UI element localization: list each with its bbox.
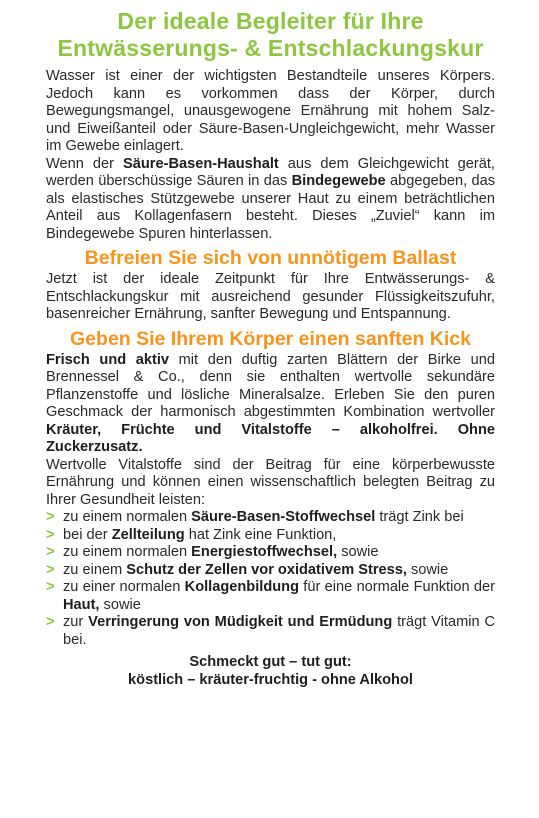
intro-paragraph-2	[46, 156, 495, 244]
intro-text: abgegeben, das als elastisches Stützgewebe unserer Haut zu einem beträchtlichen Anteil aus Kollagenfasern besteht. Dieses „Zuviel“ kann im Bindegewebe Spuren hinterlassen.	[46, 173, 495, 242]
list-item-emphasis: Haut,	[63, 596, 100, 613]
section-kick-paragraph-2: Wertvolle Vitalstoffe sind der Beitrag für eine körperbewusste Ernährung und können einen wissenschaftlich belegten Beitrag zu Ihrer Gesundheit leisten:	[46, 456, 495, 508]
list-item-text: sowie	[99, 596, 141, 613]
intro-emphasis: Bindegewebe	[291, 173, 386, 189]
arrow-bullet-icon: >	[46, 509, 55, 525]
page-title	[46, 8, 495, 62]
list-item-text: trägt Zink bei	[375, 509, 464, 525]
list-item-text: für eine normale Funktion der	[298, 579, 495, 595]
list-item	[46, 614, 495, 649]
list-item-text: hat Zink eine Funktion,	[184, 526, 337, 543]
closing-slogan	[46, 653, 495, 689]
intro-paragraph-1: Wasser ist einer der wichtigsten Bestandteile unseres Körpers. Jedoch kann es vorkommen dass der Körper, durch Bewegungsmangel, unausgewogene Ernährung mit hohem Salz- und Eiweißanteil oder Säure-Basen-Ungleichgewicht, mehr Wasser im Gewebe einlagert.	[46, 68, 495, 154]
section-heading-kick: Geben Sie Ihrem Körper einen sanften Kick	[70, 327, 471, 350]
list-item-text: zu einem normalen	[63, 544, 192, 560]
list-item	[46, 527, 495, 545]
list-item-text: zur	[63, 614, 89, 630]
list-item	[46, 509, 495, 527]
kick-text: mit den duftig zarten Blättern der Birke und Brennessel & Co., denn sie enthalten wertvolle sekundäre Pflanzenstoffe und lösliche Mineralsalze. Erleben Sie den puren Geschmack der harmonisch abgestimmten Kombination wertvoller	[46, 351, 495, 420]
closing-line-1: Schmeckt gut – tut gut:	[189, 654, 352, 670]
list-item-emphasis: Säure-Basen-Stoffwechsel	[191, 509, 376, 525]
section-ballast-text: Jetzt ist der ideale Zeitpunkt für Ihre Entwässerungs- & Entschlackungskur mit ausreichend gesunder Flüssigkeitszufuhr, basenreicher Ernährung, sanfter Bewegung und Entspannung.	[46, 271, 495, 322]
list-item-emphasis: Zellteilung	[111, 526, 185, 543]
list-item-emphasis: Kollagenbildung	[184, 579, 299, 595]
kick-emphasis: Kräuter, Früchte und Vitalstoffe – alkoholfrei. Ohne Zuckerzusatz.	[46, 421, 495, 455]
benefit-list	[46, 509, 495, 649]
list-item-emphasis: Schutz der Zellen vor oxidativem Stress,	[126, 561, 407, 578]
arrow-bullet-icon: >	[46, 544, 55, 560]
arrow-bullet-icon: >	[46, 614, 55, 630]
intro-text: aus dem Gleichgewicht gerät, werden überschüssige Säuren in das	[46, 155, 495, 189]
arrow-bullet-icon: >	[46, 579, 55, 595]
title-line-2: Entwässerungs- & Entschlackungskur	[57, 35, 484, 61]
list-item-text: zu einem	[63, 561, 127, 578]
list-item	[46, 562, 495, 580]
arrow-bullet-icon: >	[46, 561, 55, 578]
closing-line-2: köstlich – kräuter-fruchtig - ohne Alkohol	[128, 672, 413, 688]
list-item-emphasis: Energiestoffwechsel,	[191, 544, 338, 560]
list-item	[46, 544, 495, 562]
list-item-text: zu einer normalen	[63, 579, 185, 595]
section-kick-paragraph-1	[46, 352, 495, 457]
section-heading-ballast: Befreien Sie sich von unnötigem Ballast	[84, 247, 457, 269]
list-item-text: bei der	[63, 526, 112, 543]
kick-emphasis: Frisch und aktiv	[46, 351, 170, 368]
intro-emphasis: Säure-Basen-Haushalt	[123, 155, 279, 172]
title-line-1: Der ideale Begleiter für Ihre	[117, 8, 424, 34]
list-item	[46, 579, 495, 614]
list-item-text: sowie	[337, 544, 379, 560]
list-item-text: trägt Vitamin C bei.	[63, 614, 495, 648]
list-item-text: sowie	[406, 561, 449, 578]
list-item-text: zu einem normalen	[63, 509, 192, 525]
arrow-bullet-icon: >	[46, 526, 55, 543]
list-item-emphasis: Verringerung von Müdigkeit und Ermüdung	[88, 614, 393, 630]
intro-text: Wenn der	[46, 155, 124, 172]
